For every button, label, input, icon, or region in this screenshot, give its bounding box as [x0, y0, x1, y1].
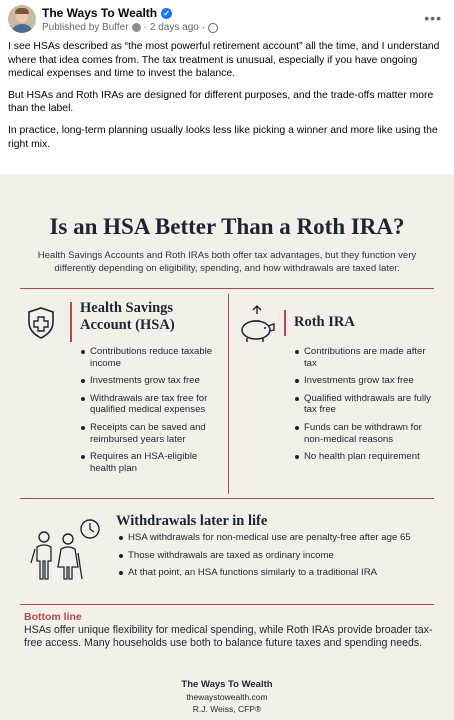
- post-meta: [42, 22, 218, 33]
- post-image[interactable]: [0, 174, 454, 720]
- post-text: [8, 40, 448, 159]
- hsa-title-line1: Health Savings: [80, 300, 174, 316]
- post-paragraph-3: In practice, long-term planning usually looks less like picking a winner and more like using the right mix.: [8, 124, 438, 150]
- list-item: Those withdrawals are taxed as ordinary income: [118, 550, 418, 562]
- hsa-bullets: [80, 346, 220, 480]
- author-name[interactable]: [42, 6, 172, 20]
- post-paragraph-1: I see HSAs described as “the most powerful retirement account” all the time, and I understand where that idea comes from. The tax treatment is unusual, especially if you have ongoing medical expenses and time to invest the balance.: [8, 41, 440, 80]
- list-item: Investments grow tax free: [80, 375, 220, 387]
- column-divider: [228, 294, 229, 494]
- list-item: At that point, an HSA functions similarly to a traditional IRA: [118, 567, 418, 579]
- piggy-bank-icon: [236, 304, 278, 344]
- list-item: Funds can be withdrawn for non-medical reasons: [294, 422, 434, 445]
- divider: [20, 288, 434, 289]
- footer-author: R.J. Weiss, CFP®: [192, 704, 262, 714]
- withdrawals-bullets: [118, 532, 418, 585]
- graphic-title: Is an HSA Better Than a Roth IRA?: [49, 214, 405, 239]
- list-item: Investments grow tax free: [294, 375, 434, 387]
- meta-separator: ·: [201, 22, 206, 33]
- medical-shield-icon: [26, 306, 56, 340]
- bottom-line-text: HSAs offer unique flexibility for medical spending, while Roth IRAs provide broader tax-free access. Many households use both to balance future taxes and spending needs.: [24, 624, 433, 650]
- post-paragraph-2: But HSAs and Roth IRAs are designed for different purposes, and the trade-offs matter more than the label.: [8, 89, 434, 115]
- footer-site: thewaystowealth.com: [186, 692, 268, 702]
- graphic-subtitle: Health Savings Accounts and Roth IRAs both offer tax advantages, but they function very differently depending on eligibility, spending, and how withdrawals are taxed later.: [37, 250, 417, 274]
- hsa-title-line2: Account (HSA): [80, 317, 175, 333]
- divider: [20, 498, 434, 499]
- verified-badge-icon: ✓: [161, 8, 172, 19]
- published-by: Published by Buffer: [42, 22, 129, 33]
- buffer-icon: [132, 23, 141, 32]
- withdrawals-title: Withdrawals later in life: [116, 513, 268, 529]
- footer-brand: The Ways To Wealth: [181, 679, 273, 690]
- list-item: Contributions are made after tax: [294, 346, 434, 369]
- accent-bar: [284, 310, 286, 336]
- list-item: No health plan requirement: [294, 451, 434, 463]
- list-item: Withdrawals are tax free for qualified medical expenses: [80, 393, 220, 416]
- post-header: [0, 0, 454, 38]
- divider: [20, 604, 434, 605]
- list-item: Receipts can be saved and reimbursed years later: [80, 422, 220, 445]
- list-item: Qualified withdrawals are fully tax free: [294, 393, 434, 416]
- accent-bar: [70, 302, 72, 342]
- hsa-title: [80, 300, 175, 334]
- bottom-line-label: Bottom line: [24, 611, 82, 623]
- list-item: Requires an HSA-eligible health plan: [80, 451, 220, 474]
- list-item: HSA withdrawals for non-medical use are penalty-free after age 65: [118, 532, 418, 544]
- avatar[interactable]: [8, 5, 36, 33]
- roth-title: Roth IRA: [294, 314, 355, 330]
- list-item: Contributions reduce taxable income: [80, 346, 220, 369]
- post-time[interactable]: 2 days ago: [149, 22, 199, 33]
- author-name-text[interactable]: The Ways To Wealth: [42, 6, 158, 20]
- roth-bullets: [294, 346, 434, 469]
- more-options-icon[interactable]: •••: [424, 10, 442, 26]
- globe-icon[interactable]: [208, 23, 218, 33]
- meta-separator: ·: [143, 22, 147, 33]
- elderly-couple-clock-icon: [26, 517, 106, 583]
